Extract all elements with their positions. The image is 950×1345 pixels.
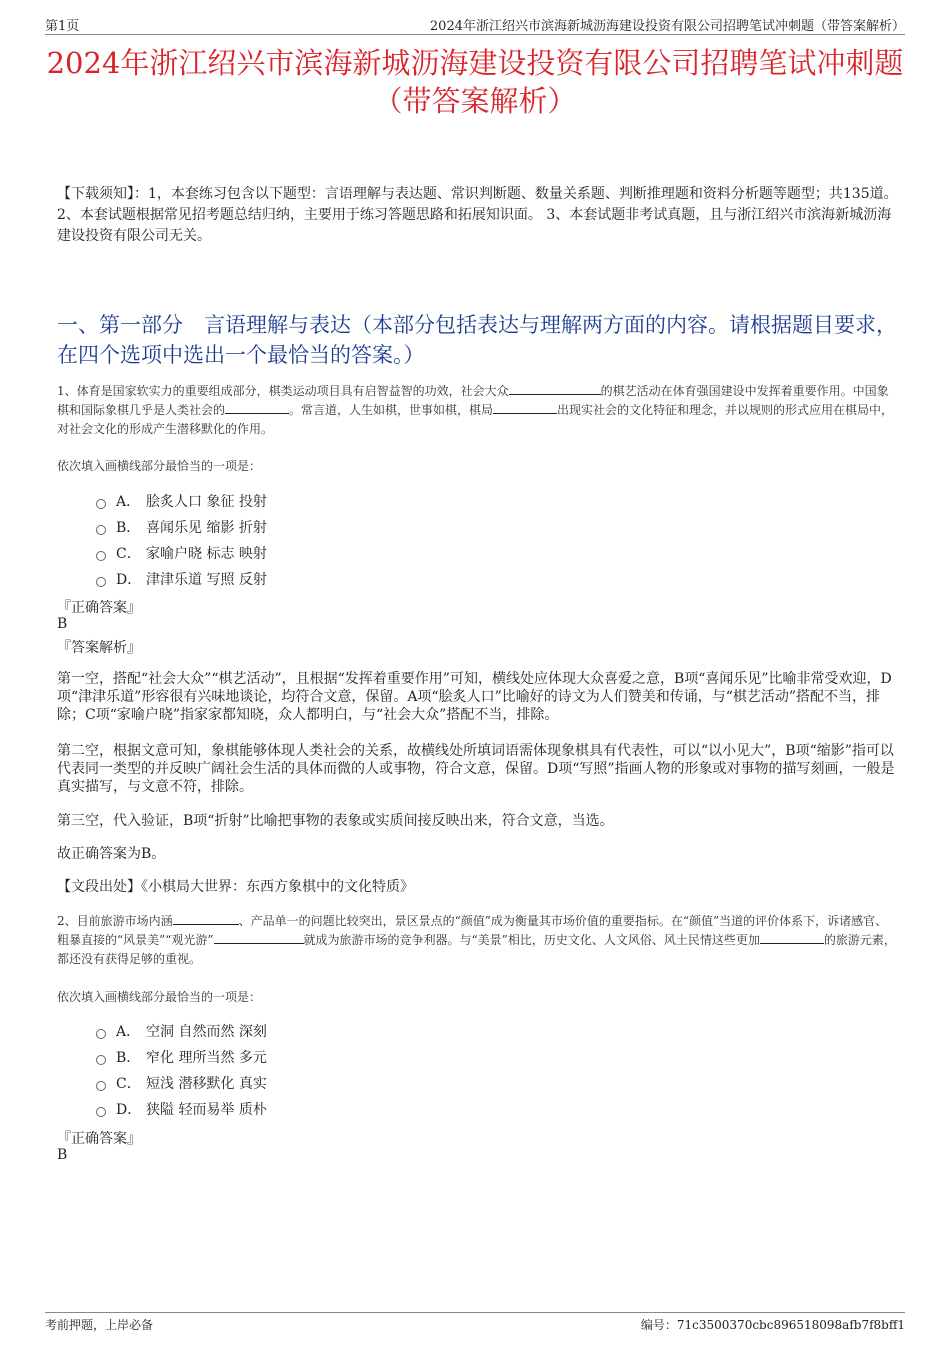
blank-3 bbox=[493, 401, 557, 414]
radio-icon[interactable] bbox=[96, 577, 106, 587]
blank-3 bbox=[760, 931, 824, 944]
radio-icon[interactable] bbox=[96, 499, 106, 509]
analysis-label: 『答案解析』 bbox=[57, 640, 141, 656]
radio-icon[interactable] bbox=[96, 551, 106, 561]
page-header bbox=[45, 12, 905, 35]
question-2-prompt: 依次填入画横线部分最恰当的一项是： bbox=[57, 990, 262, 1004]
blank-2 bbox=[214, 931, 304, 944]
option-b[interactable]: B． 喜闻乐见 缩影 折射 bbox=[96, 514, 267, 540]
option-d[interactable]: D． 津津乐道 写照 反射 bbox=[96, 566, 267, 592]
answer-value: B bbox=[57, 616, 68, 632]
blank-1 bbox=[173, 912, 239, 925]
download-notice: 【下载须知】：1，本套练习包含以下题型：言语理解与表达题、常识判断题、数量关系题、判断推理题和资料分析题等题型；共135道。 2、本套试题根据常见招考题总结归纳，主要用于练习答题思路和拓展知识面。 3、本套试题非考试真题，且与浙江绍兴市滨海新城沥海建设投资有限公司无关。 bbox=[57, 186, 898, 244]
radio-icon[interactable] bbox=[96, 525, 106, 535]
page-footer bbox=[45, 1312, 905, 1337]
footer-slogan: 考前押题，上岸必备 bbox=[45, 1318, 154, 1332]
radio-icon[interactable] bbox=[96, 1081, 106, 1091]
document-id: 编号：71c3500370cbc896518098afb7f8bff1 bbox=[640, 1318, 905, 1332]
option-b[interactable]: B． 窄化 理所当然 多元 bbox=[96, 1044, 267, 1070]
option-d[interactable]: D． 狭隘 轻而易举 质朴 bbox=[96, 1096, 267, 1122]
answer-value: B bbox=[57, 1147, 68, 1163]
radio-icon[interactable] bbox=[96, 1107, 106, 1117]
question-1-prompt: 依次填入画横线部分最恰当的一项是： bbox=[57, 459, 262, 473]
blank-2 bbox=[225, 401, 289, 414]
page-number: 第1页 bbox=[45, 19, 80, 34]
option-a[interactable]: A． 空洞 自然而然 深刻 bbox=[96, 1018, 267, 1044]
radio-icon[interactable] bbox=[96, 1029, 106, 1039]
document-title: 2024年浙江绍兴市滨海新城沥海建设投资有限公司招聘笔试冲刺题（带答案解析） bbox=[46, 46, 904, 118]
question-1-options bbox=[96, 488, 267, 592]
answer-label: 『正确答案』 bbox=[57, 600, 141, 616]
header-doc-title: 2024年浙江绍兴市滨海新城沥海建设投资有限公司招聘笔试冲刺题（带答案解析） bbox=[429, 19, 905, 34]
source-citation: 【文段出处】《小棋局大世界：东西方象棋中的文化特质》 bbox=[57, 879, 414, 895]
analysis-paragraph: 第二空，根据文意可知，象棋能够体现人类社会的关系，故横线处所填词语需体现象棋具有代表性，可以“以小见大”，B项“缩影”指可以代表同一类型的并反映广阔社会生活的具体而微的人或事物，符合文意，保留。D项“写照”指画人物的形象或对事物的描写刻画，一般是真实描写，与文意不符，排除。 bbox=[57, 743, 895, 795]
question-1-text: 1、体育是国家软实力的重要组成部分，棋类运动项目具有启智益智的功效，社会大众 的棋艺活动在体育强国建设中发挥着重要作用。中国象棋和国际象棋几乎是人类社会的 。常言道，人生如棋，世事如棋，棋局 出现实社会的文化特征和理念，并以规则的形式应用在棋局中，对社会文化的形成产生潜移默化的作用。 bbox=[57, 384, 894, 436]
analysis-paragraph: 第一空，搭配“社会大众”“棋艺活动”，且根据“发挥着重要作用”可知，横线处应体现大众喜爱之意，B项“喜闻乐见”比喻非常受欢迎，D项“津津乐道”形容很有兴味地谈论，均符合文意，保留。A项“脍炙人口”比喻好的诗文为人们赞美和传诵，与“棋艺活动”搭配不当，排除；C项“家喻户晓”指家家都知晓，众人都明白，与“社会大众”搭配不当，排除。 bbox=[57, 671, 892, 723]
option-c[interactable]: C． 家喻户晓 标志 映射 bbox=[96, 540, 267, 566]
question-2-text: 2、目前旅游市场内涵 、产品单一的问题比较突出，景区景点的“颜值”成为衡量其市场价值的重要指标。在“颜值”当道的评价体系下，诉诸感官、粗暴直接的“风景美”“观光游” 就成为旅游市场的竞争利器。与“美景”相比，历史文化、人文风俗、风土民情这些更加 的旅游元素，都还没有获得足够的重视。 bbox=[57, 914, 896, 966]
question-2-options bbox=[96, 1018, 267, 1122]
option-c[interactable]: C． 短浅 潜移默化 真实 bbox=[96, 1070, 267, 1096]
analysis-paragraph: 第三空，代入验证，B项“折射”比喻把事物的表象或实质间接反映出来，符合文意，当选。 bbox=[57, 813, 614, 829]
blank-1 bbox=[509, 382, 601, 395]
option-a[interactable]: A． 脍炙人口 象征 投射 bbox=[96, 488, 267, 514]
answer-label: 『正确答案』 bbox=[57, 1131, 141, 1147]
analysis-conclusion: 故正确答案为B。 bbox=[57, 846, 166, 862]
section-title: 一、第一部分 言语理解与表达（本部分包括表达与理解两方面的内容。请根据题目要求，在四个选项中选出一个最恰当的答案。） bbox=[57, 313, 897, 367]
radio-icon[interactable] bbox=[96, 1055, 106, 1065]
